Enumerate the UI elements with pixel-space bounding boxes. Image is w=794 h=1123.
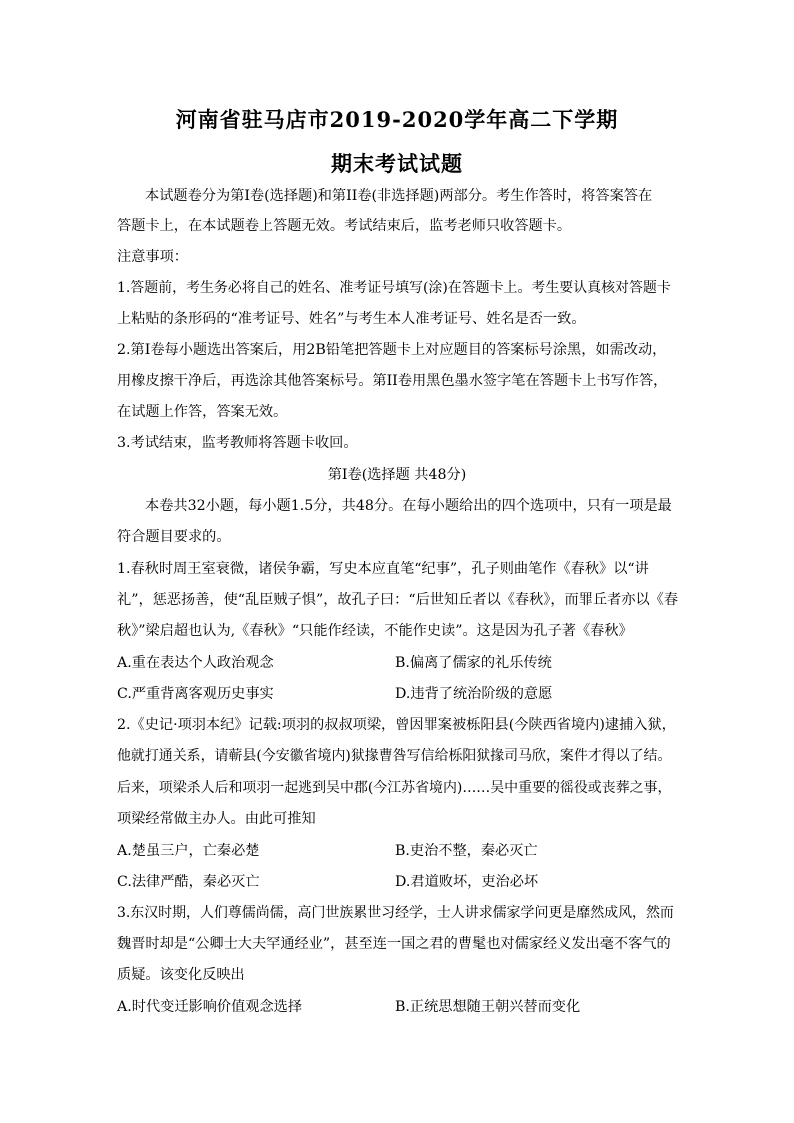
question-3-line: 质疑。该变化反映出 [117,967,245,983]
intro-line: 本试题卷分为第I卷(选择题)和第II卷(非选择题)两部分。考生作答时，将答案答在 [145,188,653,204]
question-3-line: 3.东汉时期，人们尊儒尚儒，高门世族累世习经学，士人讲求儒家学问更是靡然成风，然而 [117,905,674,921]
notes-heading: 注意事项： [117,249,188,265]
section-desc-line: 本卷共32小题，每小题1.5分，共48分。在每小题给出的四个选项中，只有一项是最 [145,498,672,514]
notes-line: 1.答题前，考生务必将自己的姓名、准考证号填写(涂)在答题卡上。考生要认真核对答题卡 [117,280,671,296]
question-2-line: 项梁经常做主办人。由此可推知 [117,811,316,827]
notes-line: 用橡皮擦干净后，再选涂其他答案标号。第II卷用黑色墨水签字笔在答题卡上书写作答， [117,373,668,389]
question-2-option-b: B.吏治不整，秦必灭亡 [395,843,538,859]
question-1-line: 1.春秋时周王室衰微，诸侯争霸，写史本应直笔“纪事”，孔子则曲笔作《春秋》以“讲 [117,561,649,577]
section-heading: 第I卷(选择题 共48分) [327,467,467,483]
question-3-option-a: A.时代变迁影响价值观念选择 [117,999,303,1015]
question-2-line: 2.《史记·项羽本纪》记载:项羽的叔叔项梁，曾因罪案被栎阳县(今陕西省境内)逮捕入狱， [117,717,676,733]
document-subtitle: 期末考试试题 [331,151,463,176]
question-3-option-b: B.正统思想随王朝兴替而变化 [395,999,581,1015]
notes-line: 上粘贴的条形码的“准考证号、姓名”与考生本人准考证号、姓名是否一致。 [117,311,586,327]
question-1-option-c: C.严重背离客观历史事实 [117,686,274,702]
question-2-line: 他就打通关系，请蕲县(今安徽省境内)狱掾曹咎写信给栎阳狱掾司马欣，案件才得以了结。 [117,748,672,764]
question-1-line: 礼”，惩恶扬善，使“乱臣贼子惧”，故孔子曰：“后世知丘者以《春秋》，而罪丘者亦以《春 [117,592,679,608]
intro-line: 答题卡上，在本试题卷上答题无效。考试结束后，监考老师只收答题卡。 [117,218,572,234]
question-2-option-c: C.法律严酷，秦必灭亡 [117,874,260,890]
document-title: 河南省驻马店市2019-2020学年高二下学期 [175,107,619,132]
notes-line: 2.第I卷每小题选出答案后，用2B铅笔把答题卡上对应题目的答案标号涂黑，如需改动， [117,342,667,358]
notes-line: 在试题上作答，答案无效。 [117,404,288,420]
question-2-option-d: D.君道败坏，吏治必坏 [395,874,539,890]
section-desc-line: 符合题目要求的。 [117,529,231,545]
question-1-line: 秋》”梁启超也认为,《春秋》“只能作经读，不能作史读”。这是因为孔子著《春秋》 [117,623,633,639]
question-2-line: 后来，项梁杀人后和项羽一起逃到吴中郡(今江苏省境内)……吴中重要的徭役或丧葬之事， [117,780,672,796]
question-1-option-a: A.重在表达个人政治观念 [117,655,274,671]
question-1-option-d: D.违背了统治阶级的意愿 [395,686,553,702]
question-1-option-b: B.偏离了儒家的礼乐传统 [395,655,552,671]
question-2-option-a: A.楚虽三户，亡秦必楚 [117,843,260,859]
question-3-line: 魏晋时却是“公卿士大夫罕通经业”，甚至连一国之君的曹髦也对儒家经义发出毫不客气的 [117,936,671,952]
notes-line: 3.考试结束，监考教师将答题卡收回。 [117,435,358,451]
